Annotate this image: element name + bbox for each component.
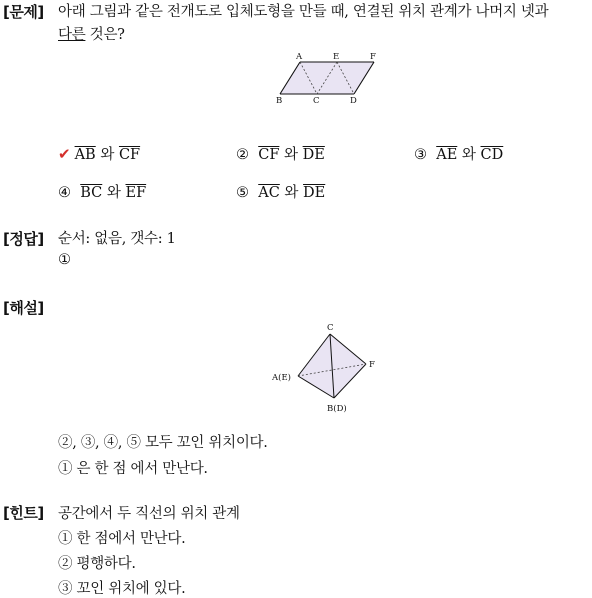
problem-text-rest: 것은? (85, 27, 125, 43)
option-4-number: ④ (58, 185, 71, 201)
problem-label: [문제] (3, 3, 44, 21)
explanation-line1: ②, ③, ④, ⑤ 모두 꼬인 위치이다. (58, 435, 268, 451)
option-2-segment-1: $\overline{CF}$ (258, 147, 280, 163)
problem-underlined-word: 다른 (58, 27, 86, 43)
answer-label: [정답] (3, 230, 44, 248)
option-3[interactable] (414, 143, 503, 164)
option-2-conj: 와 (279, 147, 303, 163)
option-3-number: ③ (414, 147, 427, 163)
explanation-line2: ① 은 한 점 에서 만난다. (58, 461, 208, 477)
option-5-segment-2: $\overline{DE}$ (303, 185, 326, 201)
net-label-b: B (276, 96, 283, 106)
option-3-segment-1: $\overline{AE}$ (436, 147, 458, 163)
net-label-c: C (313, 96, 320, 106)
tetrahedron-figure (268, 320, 386, 416)
option-3-conj: 와 (457, 147, 481, 163)
option-2-number: ② (236, 147, 249, 163)
net-figure (270, 50, 382, 108)
option-4-segment-2: $\overline{EF}$ (125, 185, 147, 201)
option-1[interactable] (58, 143, 140, 164)
option-5[interactable] (236, 181, 325, 202)
hint-line-1: 공간에서 두 직선의 위치 관계 (58, 506, 240, 522)
option-2[interactable] (236, 143, 325, 164)
tetra-label-bd: B(D) (327, 404, 347, 414)
option-5-segment-1: $\overline{AC}$ (258, 185, 280, 201)
option-1-segment-1: $\overline{AB}$ (74, 147, 96, 163)
net-label-f: F (370, 52, 376, 62)
option-2-segment-2: $\overline{DE}$ (302, 147, 325, 163)
net-label-d: D (350, 96, 357, 106)
tetra-label-ae: A(E) (272, 373, 291, 383)
option-1-segment-2: $\overline{CF}$ (118, 147, 141, 163)
net-label-e: E (333, 52, 340, 62)
explanation-label: [해설] (3, 299, 44, 317)
hint-label: [힌트] (3, 504, 44, 522)
answer-meta: 순서: 없음, 갯수: 1 (58, 231, 176, 247)
hint-line-4: ③ 꼬인 위치에 있다. (58, 581, 186, 597)
option-3-segment-2: $\overline{CD}$ (480, 147, 504, 163)
tetra-label-f: F (369, 360, 375, 370)
hint-line-3: ② 평행하다. (58, 556, 136, 572)
option-4[interactable] (58, 181, 146, 202)
option-5-number: ⑤ (236, 185, 249, 201)
answer-value: ① (58, 252, 71, 268)
problem-text-line2 (58, 23, 125, 44)
option-4-segment-1: $\overline{BC}$ (80, 185, 103, 201)
option-5-conj: 와 (279, 185, 304, 201)
hint-line-2: ① 한 점에서 만난다. (58, 531, 186, 547)
option-4-conj: 와 (102, 185, 126, 201)
net-label-a: A (296, 52, 303, 62)
tetra-label-c: C (327, 323, 334, 333)
problem-text-line1: 아래 그림과 같은 전개도로 입체도형을 만들 때, 연결된 위치 관계가 나머지 넷과 (58, 4, 549, 20)
check-mark-icon: ✔ (58, 145, 71, 163)
option-1-conj: 와 (95, 147, 119, 163)
